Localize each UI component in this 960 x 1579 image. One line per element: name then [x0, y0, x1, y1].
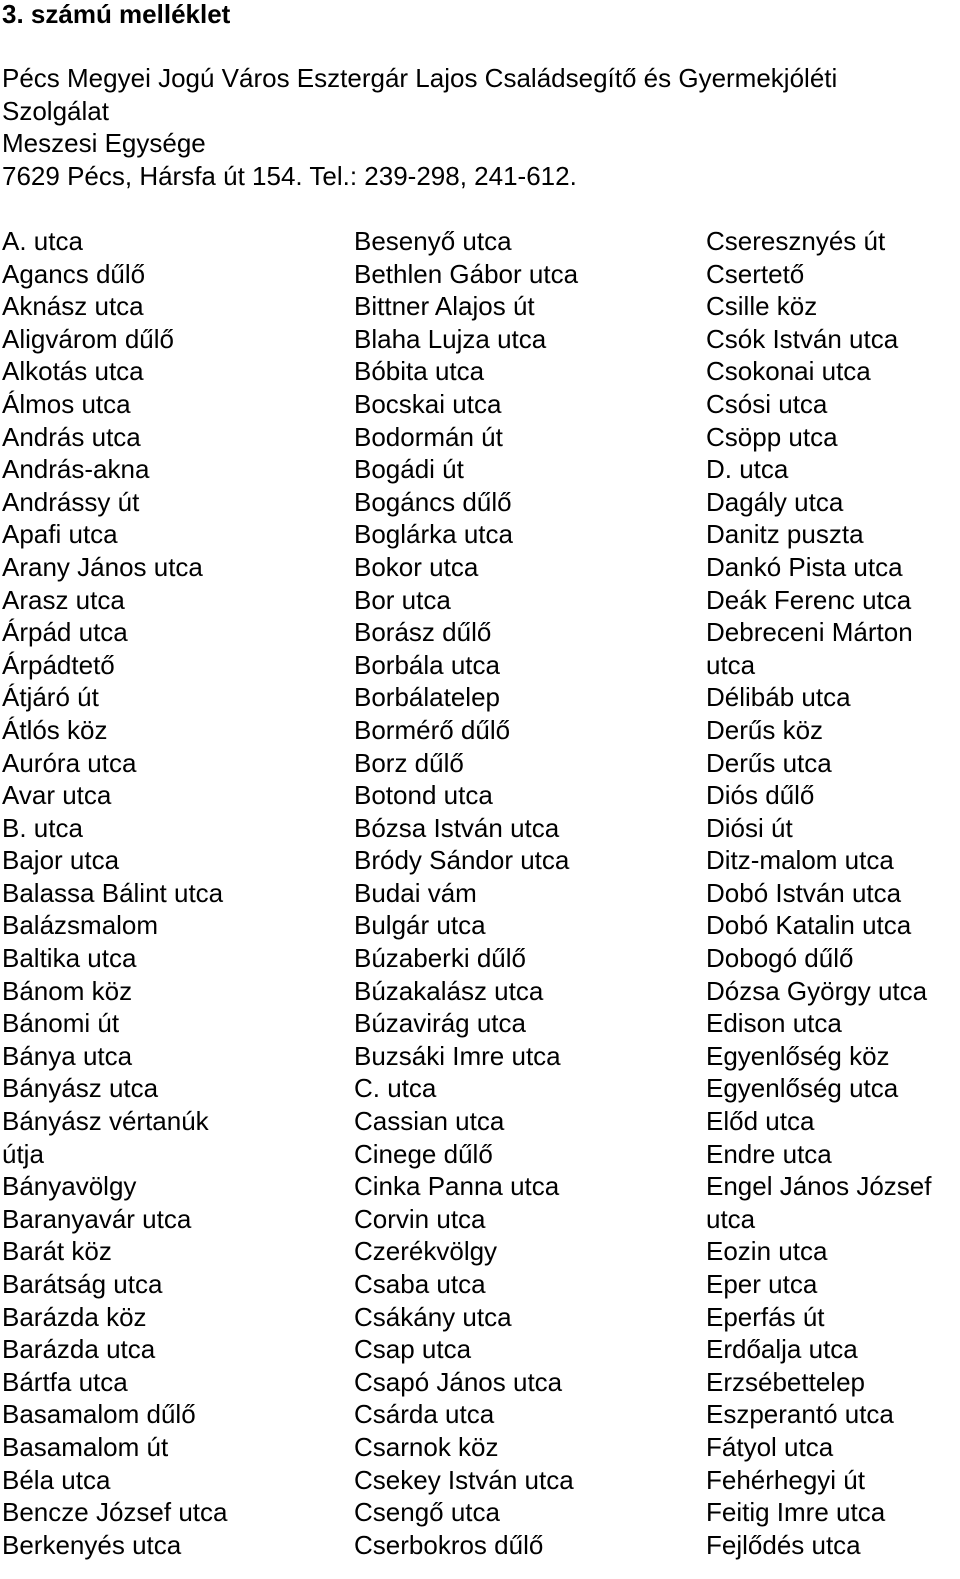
street-name-item: Fejlődés utca: [706, 1529, 861, 1560]
street-name-item: Bajor utca: [2, 845, 120, 876]
street-name-item: Arany János utca: [2, 551, 203, 582]
street-name-item: Bittner Alajos út: [354, 291, 535, 322]
street-name-item: Czerékvölgy: [354, 1236, 498, 1267]
street-name-item: Csokonai utca: [706, 356, 871, 387]
street-name-item: Bencze József utca: [2, 1497, 228, 1528]
street-name-item: Diós dűlő: [706, 780, 815, 811]
street-name-item: Csákány utca: [354, 1301, 512, 1332]
street-name-item: Borz dűlő: [354, 747, 464, 778]
street-name-item: András-akna: [2, 454, 150, 485]
street-name-item: Borász dűlő: [354, 617, 492, 648]
street-name-item: Basamalom út: [2, 1431, 169, 1462]
street-name-item: Átjáró út: [2, 682, 99, 713]
street-name-item: Apafi utca: [2, 519, 118, 550]
street-name-item: Cseresznyés út: [706, 226, 886, 256]
street-name-item: Csertető: [706, 258, 805, 289]
street-name-item: Boglárka utca: [354, 519, 513, 550]
street-name-item: Bogádi út: [354, 454, 464, 485]
street-name-item: Dózsa György utca: [706, 975, 928, 1006]
organization-name-line-1: Pécs Megyei Jogú Város Esztergár Lajos Családsegítő és Gyermekjóléti: [2, 63, 838, 93]
street-name-item: Barát köz: [2, 1236, 112, 1267]
street-name-item: Álmos utca: [2, 388, 131, 419]
street-name-item: Dankó Pista utca: [706, 551, 903, 582]
street-name-item: Agancs dűlő: [2, 258, 146, 289]
street-name-item: Baltika utca: [2, 943, 137, 974]
street-name-item: Bethlen Gábor utca: [354, 258, 579, 289]
street-column-3: [706, 225, 960, 1561]
street-name-item: Dobó Katalin utca: [706, 910, 912, 941]
street-name-item: Csaba utca: [354, 1269, 486, 1299]
street-column-1: [2, 225, 354, 1561]
street-name-item: Bóbita utca: [354, 356, 485, 387]
street-name-item: Búzavirág utca: [354, 1008, 526, 1039]
street-name-item: Bózsa István utca: [354, 812, 560, 843]
street-name-item: Andrássy út: [2, 486, 140, 517]
street-name-item: Csárda utca: [354, 1399, 495, 1430]
street-name-item: Cinege dűlő: [354, 1138, 493, 1169]
street-name-item: Aknász utca: [2, 291, 144, 322]
street-name-item: Csengő utca: [354, 1497, 500, 1528]
organization-name-line-2: Szolgálat: [2, 95, 109, 126]
street-name-item: Előd utca: [706, 1106, 815, 1137]
street-name-item: Fátyol utca: [706, 1431, 834, 1462]
street-name-item: Barázda köz: [2, 1301, 147, 1332]
street-name-item: Bánomi út: [2, 1008, 120, 1039]
street-name-item: Auróra utca: [2, 747, 137, 778]
street-name-item: utca: [706, 1203, 756, 1234]
street-name-item: Eper utca: [706, 1269, 818, 1299]
street-name-item: Csósi utca: [706, 388, 828, 419]
street-name-item: Eperfás út: [706, 1301, 825, 1332]
street-name-item: Búzakalász utca: [354, 975, 544, 1006]
street-name-item: utca: [706, 649, 756, 680]
street-name-item: Cinka Panna utca: [354, 1171, 560, 1202]
street-name-item: Csap utca: [354, 1334, 472, 1365]
street-name-item: Buzsáki Imre utca: [354, 1040, 561, 1071]
street-name-item: Csarnok köz: [354, 1431, 499, 1462]
street-name-item: Csille köz: [706, 291, 818, 322]
street-name-item: Bodormán út: [354, 421, 503, 452]
street-name-item: Balassa Bálint utca: [2, 877, 224, 908]
street-name-item: Árpád utca: [2, 617, 128, 648]
street-list: [0, 225, 960, 1575]
annex-heading: 3. számú melléklet: [2, 0, 231, 29]
street-name-item: Deák Ferenc utca: [706, 584, 912, 615]
street-name-item: Béla utca: [2, 1464, 111, 1495]
street-name-item: Barátság utca: [2, 1269, 163, 1299]
street-name-item: Bródy Sándor utca: [354, 845, 570, 876]
street-name-item: Csöpp utca: [706, 421, 838, 452]
street-name-item: Dobogó dűlő: [706, 943, 854, 974]
street-name-item: Bányász vértanúk: [2, 1106, 209, 1137]
street-name-item: András utca: [2, 421, 141, 452]
street-name-item: Csapó János utca: [354, 1366, 563, 1397]
street-name-item: Borbálatelep: [354, 682, 500, 713]
street-name-item: Bányász utca: [2, 1073, 159, 1104]
street-name-item: Bokor utca: [354, 551, 479, 582]
street-name-item: Dagály utca: [706, 486, 844, 517]
street-name-item: Feitig Imre utca: [706, 1497, 886, 1528]
street-name-item: Blaha Lujza utca: [354, 323, 547, 354]
street-name-item: Bányavölgy: [2, 1171, 137, 1202]
street-name-item: D. utca: [706, 454, 789, 485]
street-name-item: Bulgár utca: [354, 910, 486, 941]
street-name-item: Búzaberki dűlő: [354, 943, 526, 974]
street-name-item: Engel János József: [706, 1171, 932, 1202]
street-name-item: Endre utca: [706, 1138, 832, 1169]
street-name-item: Danitz puszta: [706, 519, 864, 550]
street-name-item: Budai vám: [354, 877, 477, 908]
street-name-item: Átlós köz: [2, 714, 108, 745]
street-name-item: Avar utca: [2, 780, 112, 811]
street-name-item: Egyenlőség utca: [706, 1073, 899, 1104]
street-name-item: Bánya utca: [2, 1040, 133, 1071]
street-name-item: Cserbokros dűlő: [354, 1529, 544, 1560]
street-name-item: Debreceni Márton: [706, 617, 913, 648]
street-name-item: Cassian utca: [354, 1106, 505, 1137]
street-name-item: Bormérő dűlő: [354, 714, 511, 745]
street-name-item: Derűs utca: [706, 747, 832, 778]
street-name-item: Csók István utca: [706, 323, 899, 354]
street-name-item: Berkenyés utca: [2, 1529, 182, 1560]
street-name-item: Bártfa utca: [2, 1366, 128, 1397]
organization-address-phone: 7629 Pécs, Hársfa út 154. Tel.: 239-298, 241-612.: [2, 160, 577, 191]
street-name-item: Bánom köz: [2, 975, 133, 1006]
street-name-item: Balázsmalom: [2, 910, 159, 941]
street-name-item: Erzsébettelep: [706, 1366, 865, 1397]
street-name-item: Dobó István utca: [706, 877, 902, 908]
street-name-item: Csekey István utca: [354, 1464, 574, 1495]
street-column-2: [354, 225, 706, 1561]
street-name-item: Délibáb utca: [706, 682, 851, 713]
street-name-item: Botond utca: [354, 780, 493, 811]
street-name-item: Baranyavár utca: [2, 1203, 192, 1234]
street-name-item: Bocskai utca: [354, 388, 502, 419]
street-name-item: B. utca: [2, 812, 83, 843]
street-name-item: Alkotás utca: [2, 356, 144, 387]
street-name-item: Diósi út: [706, 812, 793, 843]
organization-unit: Meszesi Egysége: [2, 128, 206, 159]
street-name-item: Bogáncs dűlő: [354, 486, 512, 517]
street-name-item: Barázda utca: [2, 1334, 156, 1365]
street-name-item: Erdőalja utca: [706, 1334, 858, 1365]
street-name-item: Derűs köz: [706, 714, 824, 745]
street-name-item: Árpádtető: [2, 649, 115, 680]
street-name-item: Corvin utca: [354, 1203, 486, 1234]
street-name-item: Eszperantó utca: [706, 1399, 894, 1430]
street-name-item: Egyenlőség köz: [706, 1040, 890, 1071]
street-name-item: Basamalom dűlő: [2, 1399, 196, 1430]
street-name-item: Bor utca: [354, 584, 451, 615]
street-name-item: C. utca: [354, 1073, 437, 1104]
street-name-item: Fehérhegyi út: [706, 1464, 865, 1495]
street-name-item: Arasz utca: [2, 584, 125, 615]
street-name-item: Borbála utca: [354, 649, 500, 680]
organization-address-block: [2, 62, 952, 192]
street-name-item: Edison utca: [706, 1008, 842, 1039]
street-name-item: Ditz-malom utca: [706, 845, 894, 876]
street-name-item: A. utca: [2, 226, 83, 256]
street-name-item: Eozin utca: [706, 1236, 828, 1267]
street-name-item: Aligvárom dűlő: [2, 323, 174, 354]
street-name-item: Besenyő utca: [354, 226, 512, 256]
street-name-item: útja: [2, 1138, 44, 1169]
